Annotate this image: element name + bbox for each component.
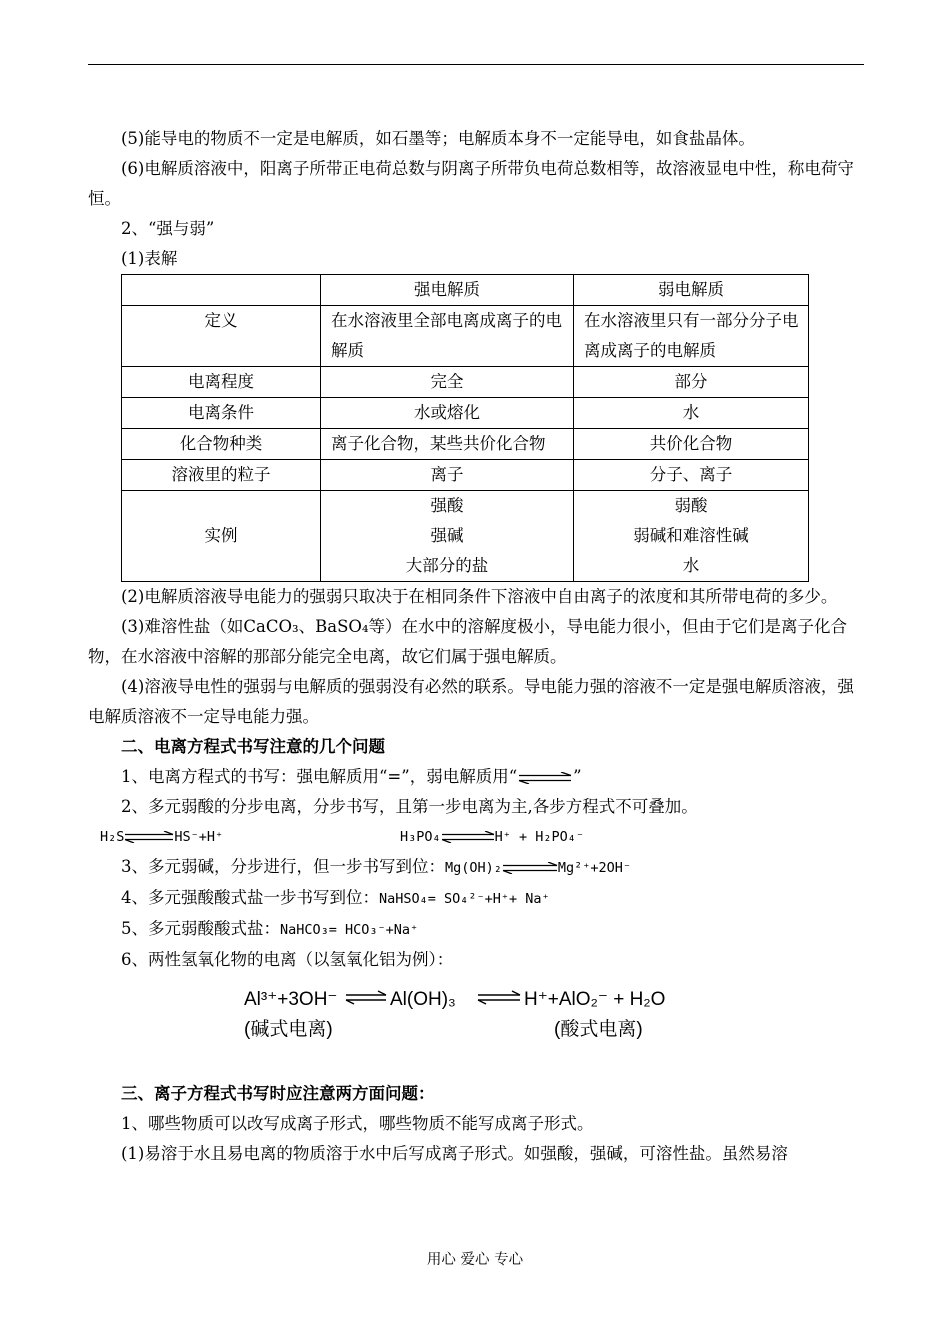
reversible-arrow-icon <box>478 991 520 1004</box>
section-3-item-1-1: (1)易溶于水且易电离的物质溶于水中后写成离子形式。如强酸，强碱，可溶性盐。虽然易溶 <box>121 1144 788 1163</box>
subheading-strong-weak: 2、“强与弱” <box>121 219 215 238</box>
fig-label-basic: (碱式电离) <box>244 1019 333 1040</box>
table-cell: 水或熔化 <box>321 398 574 429</box>
aluminum-hydroxide-ionization-figure <box>240 981 680 1045</box>
paragraph-insoluble-salts: (3)难溶性盐（如CaCO₃、BaSO₄等）在水中的溶解度极小，导电能力很小，但由于它们是离子化合物，在水溶液中溶解的那部分能完全电离，故它们属于强电解质。 <box>88 617 848 666</box>
section-2-heading: 二、电离方程式书写注意的几个问题 <box>121 737 385 756</box>
h3po4-products: H⁺ + H₂PO₄⁻ <box>494 829 585 845</box>
mgoh2-reactant: Mg(OH)₂ <box>445 860 502 876</box>
section-2-item-1 <box>88 762 866 792</box>
h3po4-equation <box>400 822 584 852</box>
table-cell: 完全 <box>321 367 574 398</box>
paragraph-6: (6)电解质溶液中，阳离子所带正电荷总数与阴离子所带负电荷总数相等，故溶液显电中性，称电荷守恒。 <box>88 159 854 208</box>
table-row <box>122 460 809 491</box>
mgoh2-products: Mg²⁺+2OH⁻ <box>557 860 632 876</box>
header-rule <box>88 64 864 65</box>
table-cell: 分子、离子 <box>574 460 809 491</box>
section-3-item-1: 1、哪些物质可以改写成离子形式，哪些物质不能写成离子形式。 <box>121 1114 594 1133</box>
fig-middle-species: Al(OH)₃ <box>390 989 456 1010</box>
item-4-text: 4、多元强酸酸式盐一步书写到位： <box>121 888 379 907</box>
table-cell: 共价化合物 <box>574 429 809 460</box>
paragraph-no-relation: (4)溶液导电性的强弱与电解质的强弱没有必然的联系。导电能力强的溶液不一定是强电解质溶液，强电解质溶液不一定导电能力强。 <box>88 677 854 726</box>
reversible-arrow-icon <box>346 991 386 1004</box>
h3po4-reactant: H₃PO₄ <box>400 829 441 845</box>
item-1-close-quote: ” <box>573 767 582 786</box>
table-cell: 实例 <box>122 491 321 582</box>
item-5-text: 5、多元弱酸酸式盐： <box>121 919 280 938</box>
table-header-row <box>122 275 809 306</box>
table-cell: 电离条件 <box>122 398 321 429</box>
table-row <box>122 429 809 460</box>
section-2-item-6: 6、两性氢氧化物的电离（以氢氧化铝为例）： <box>121 950 454 969</box>
table-cell: 在水溶液里只有一部分分子电离成离子的电解质 <box>574 306 809 367</box>
section-2-item-5 <box>88 914 866 945</box>
reversible-arrow-icon <box>517 772 573 784</box>
section-2-item-3 <box>88 852 866 883</box>
fig-right-species: H⁺+AlO₂⁻ + H₂O <box>524 989 666 1010</box>
table-row <box>122 491 809 582</box>
reversible-arrow-icon <box>502 862 558 874</box>
page-footer: 用心 爱心 专心 <box>426 1252 524 1268</box>
table-cell: 在水溶液里全部电离成离子的电解质 <box>321 306 574 367</box>
h2s-equation <box>100 822 223 852</box>
table-row <box>122 306 809 367</box>
electrolyte-table <box>121 274 809 582</box>
reversible-arrow-icon <box>441 831 495 843</box>
section-3-heading: 三、离子方程式书写时应注意两方面问题： <box>121 1084 435 1103</box>
reversible-arrow-icon <box>124 831 174 843</box>
table-cell: 电离程度 <box>122 367 321 398</box>
polyprotic-equations <box>88 822 866 852</box>
table-cell: 离子化合物，某些共价化合物 <box>321 429 574 460</box>
table-header-cell <box>122 275 321 306</box>
table-row <box>122 367 809 398</box>
table-cell: 溶液里的粒子 <box>122 460 321 491</box>
table-cell: 强酸 强碱 大部分的盐 <box>321 491 574 582</box>
table-cell: 部分 <box>574 367 809 398</box>
paragraph-conductivity: (2)电解质溶液导电能力的强弱只取决于在相同条件下溶液中自由离子的浓度和其所带电荷的多少。 <box>121 587 838 606</box>
nahco3-equation: NaHCO₃= HCO₃⁻+Na⁺ <box>280 922 419 938</box>
fig-left-species: Al³⁺+3OH⁻ <box>244 989 338 1010</box>
h2s-reactant: H₂S <box>100 829 125 845</box>
table-cell: 弱酸 弱碱和难溶性碱 水 <box>574 491 809 582</box>
table-row <box>122 398 809 429</box>
table-cell: 定义 <box>122 306 321 367</box>
paragraph-5: (5)能导电的物质不一定是电解质，如石墨等；电解质本身不一定能导电，如食盐晶体。 <box>121 129 755 148</box>
h2s-products: HS⁻+H⁺ <box>174 829 224 845</box>
table-cell: 化合物种类 <box>122 429 321 460</box>
nahso4-equation: NaHSO₄= SO₄²⁻+H⁺+ Na⁺ <box>379 891 550 907</box>
document-body <box>88 124 866 1169</box>
item-3-text: 3、多元弱碱，分步进行，但一步书写到位： <box>121 857 445 876</box>
fig-label-acidic: (酸式电离) <box>554 1019 643 1040</box>
table-cell: 离子 <box>321 460 574 491</box>
table-header-cell: 强电解质 <box>321 275 574 306</box>
table-cell: 水 <box>574 398 809 429</box>
table-header-cell: 弱电解质 <box>574 275 809 306</box>
item-1-text: 1、电离方程式的书写：强电解质用“=”，弱电解质用“ <box>121 767 518 786</box>
section-2-item-2: 2、多元弱酸的分步电离，分步书写，且第一步电离为主,各步方程式不可叠加。 <box>121 797 698 816</box>
subheading-table-intro: (1)表解 <box>121 249 178 268</box>
section-2-item-4 <box>88 883 866 914</box>
